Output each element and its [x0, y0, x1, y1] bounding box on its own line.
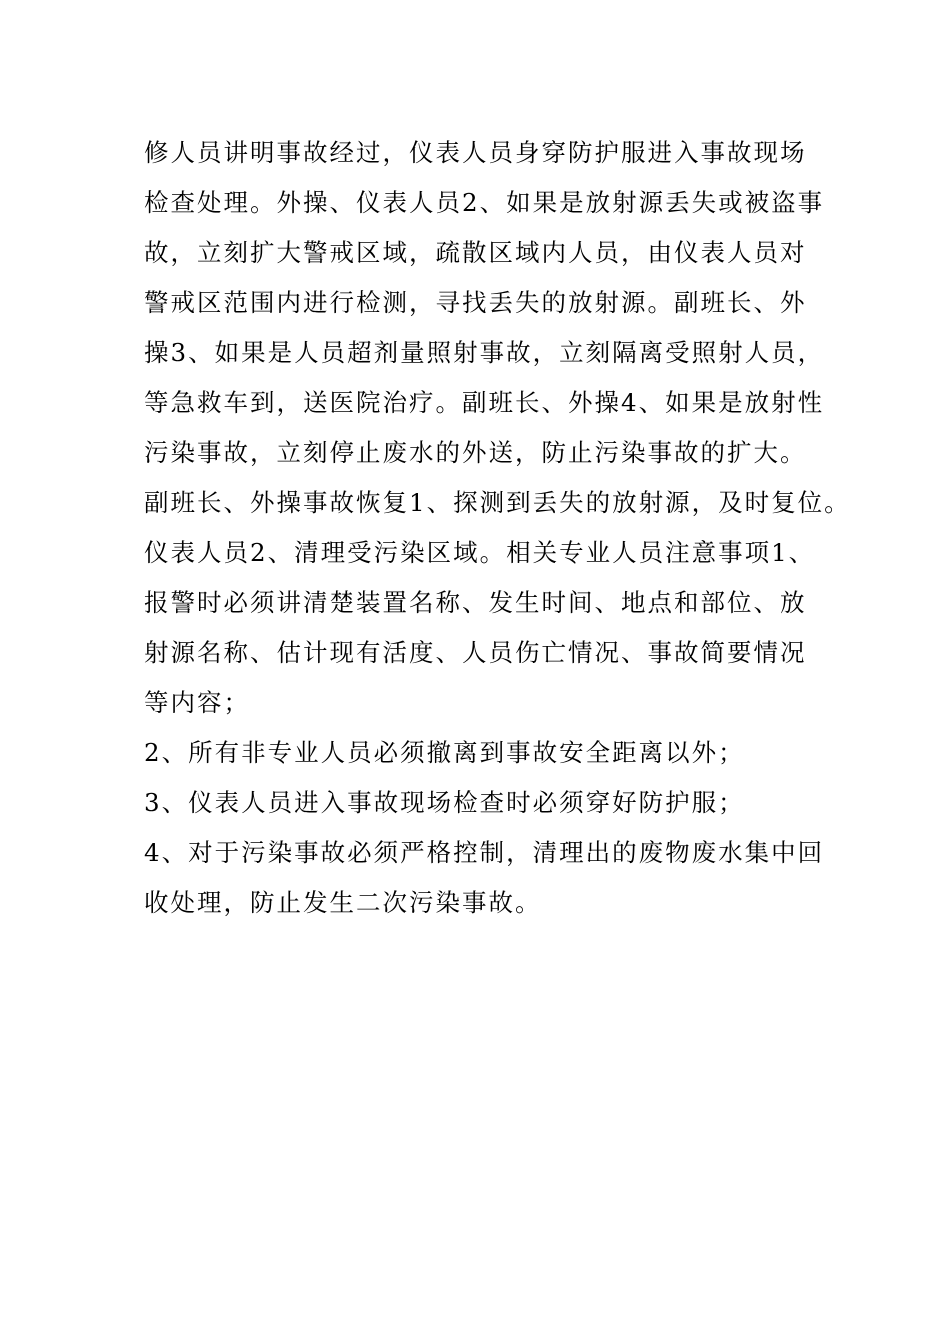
text-line: 检查处理。外操、仪表人员2、如果是放射源丢失或被盗事 [144, 188, 825, 217]
text-line: 等内容； [144, 688, 250, 717]
text-line: 等急救车到，送医院治疗。副班长、外操4、如果是放射性 [144, 388, 825, 417]
list-item: 2、所有非专业人员必须撤离到事故安全距离以外； [144, 738, 745, 767]
text-line: 警戒区范围内进行检测，寻找丢失的放射源。副班长、外 [144, 288, 807, 317]
text-line: 操3、如果是人员超剂量照射事故，立刻隔离受照射人员， [144, 338, 825, 367]
body-text [144, 128, 851, 928]
text-line: 射源名称、估计现有活度、人员伤亡情况、事故简要情况 [144, 638, 807, 667]
text-line: 故，立刻扩大警戒区域，疏散区域内人员，由仪表人员对 [144, 238, 807, 267]
text-line: 报警时必须讲清楚装置名称、发生时间、地点和部位、放 [144, 588, 807, 617]
text-line: 副班长、外操事故恢复1、探测到丢失的放射源，及时复位。 [144, 488, 851, 517]
text-line: 仪表人员2、清理受污染区域。相关专业人员注意事项1、 [144, 538, 816, 567]
list-item-continuation: 收处理，防止发生二次污染事故。 [144, 888, 542, 917]
text-line: 污染事故，立刻停止废水的外送，防止污染事故的扩大。 [144, 438, 807, 467]
list-item: 3、仪表人员进入事故现场检查时必须穿好防护服； [144, 788, 745, 817]
text-line: 修人员讲明事故经过，仪表人员身穿防护服进入事故现场 [144, 138, 807, 167]
list-item: 4、对于污染事故必须严格控制，清理出的废物废水集中回 [144, 838, 825, 867]
